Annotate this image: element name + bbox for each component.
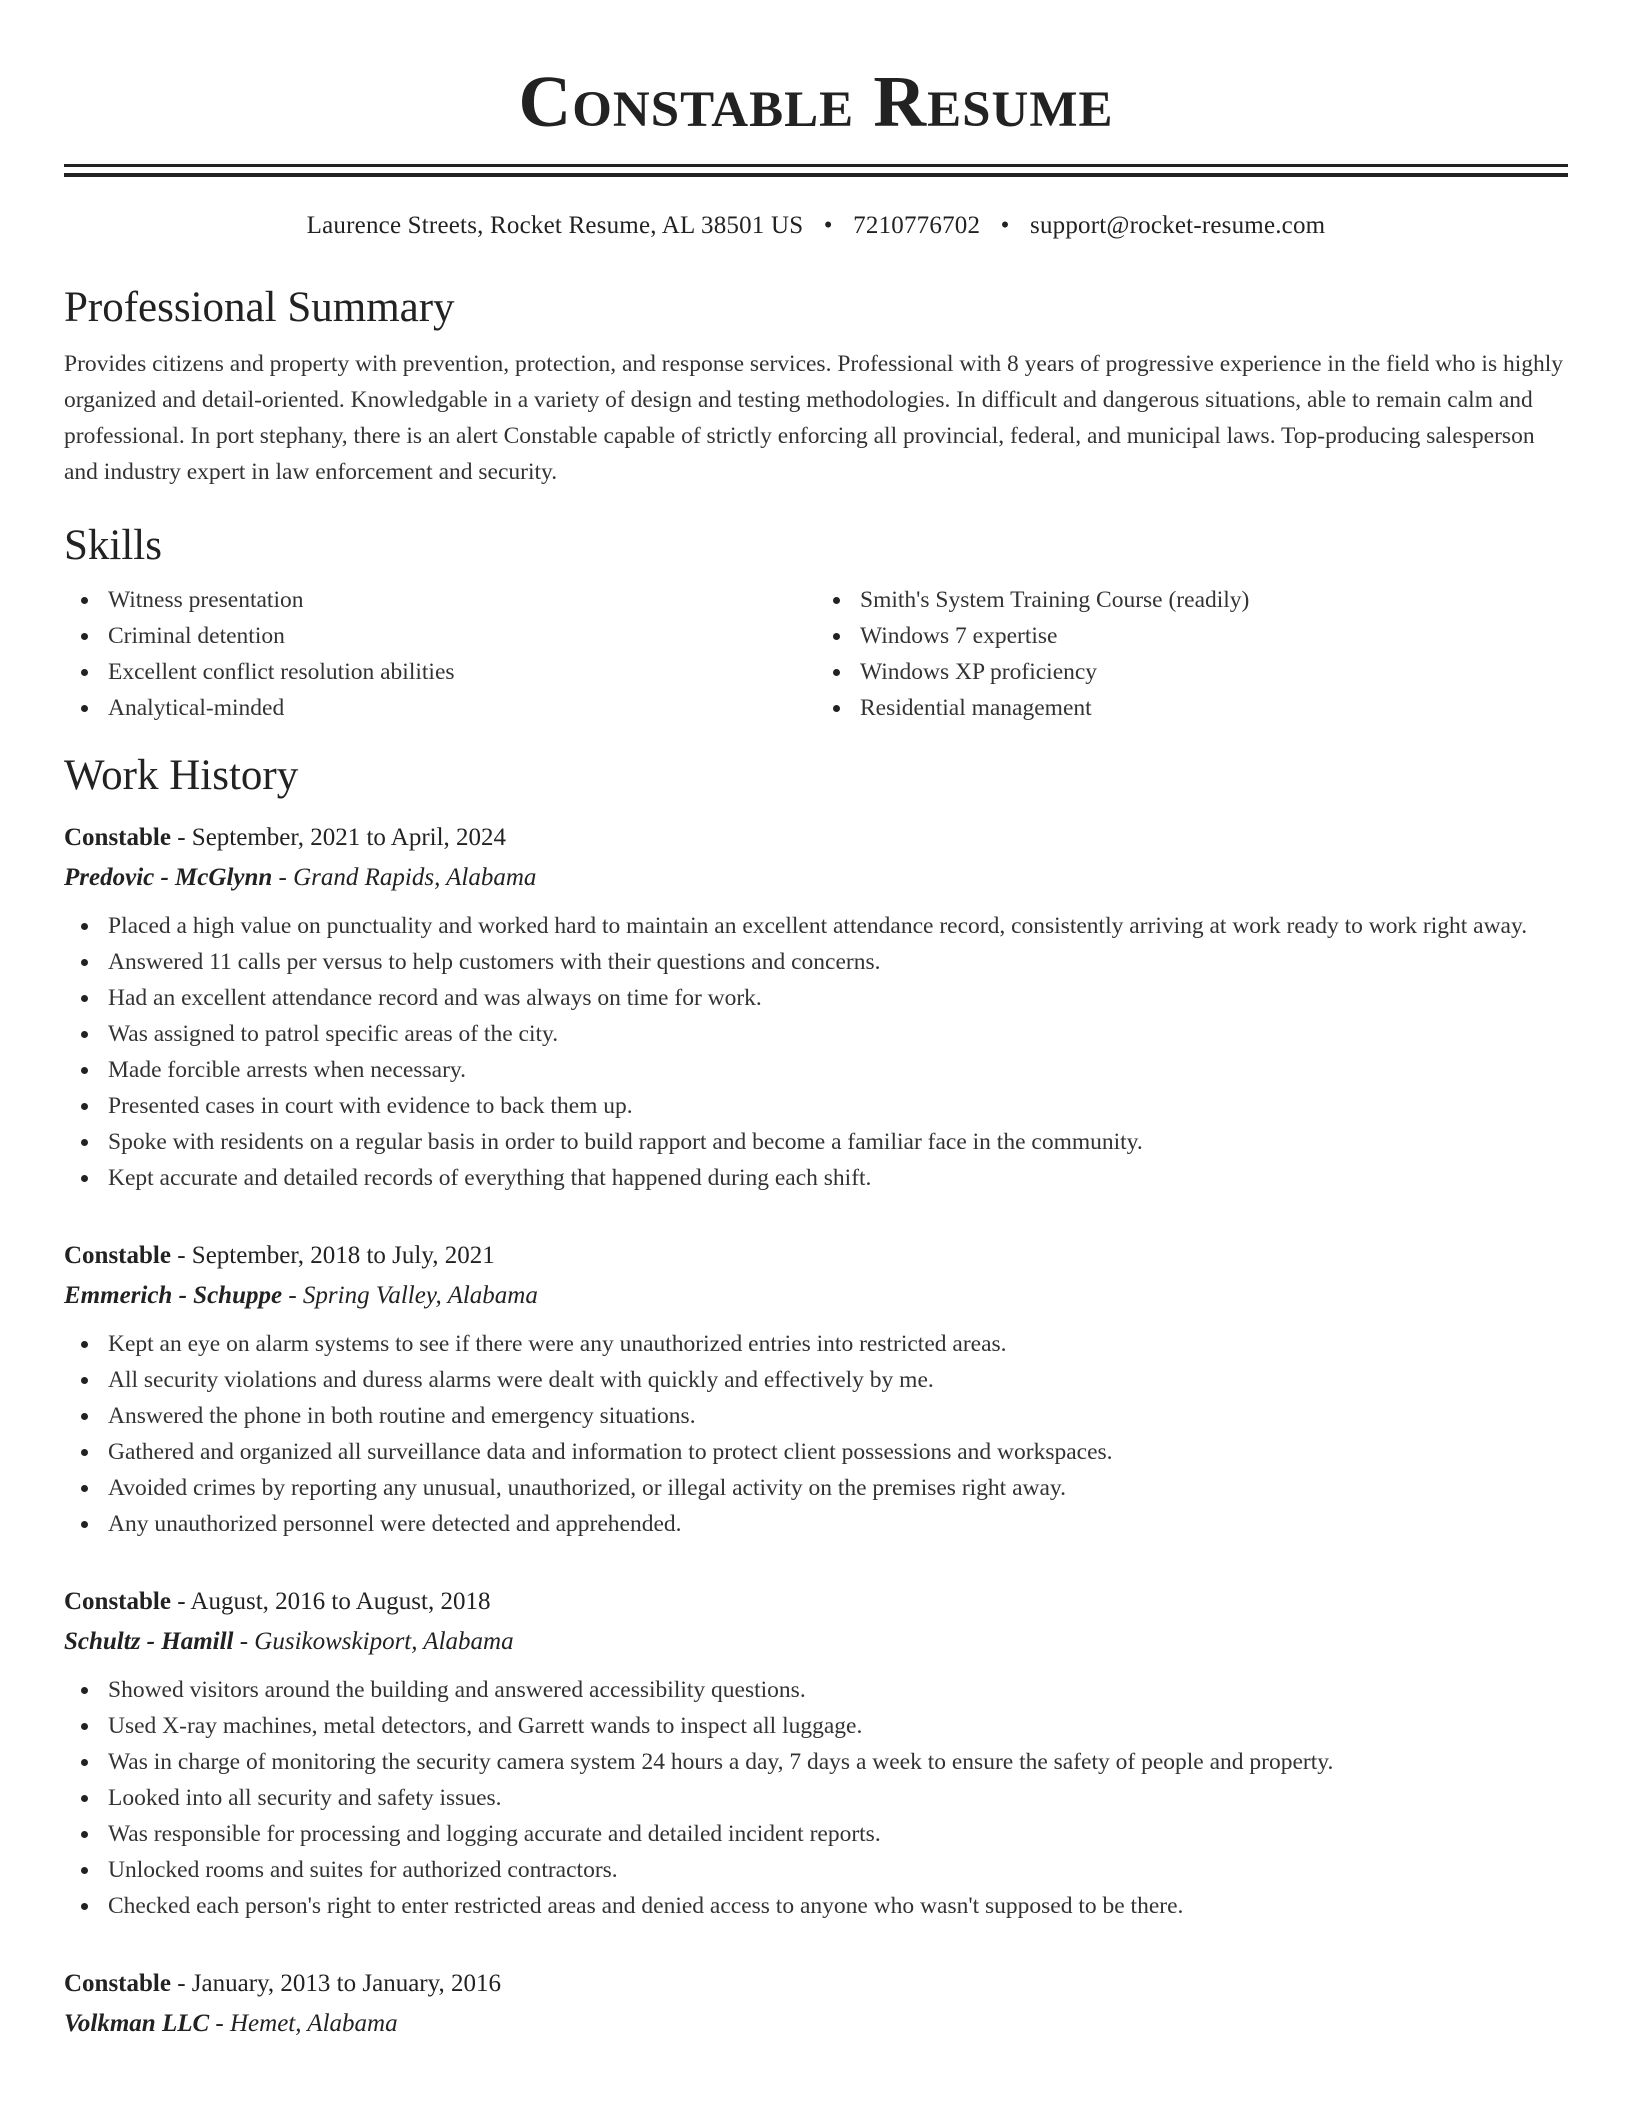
job-company: Predovic - McGlynn <box>64 864 273 891</box>
job-role: Constable <box>64 1588 171 1615</box>
job-duty: Was in charge of monitoring the security camera system 24 hours a day, 7 days a week to ensure the safety of people and property. <box>64 1744 1568 1780</box>
job-duty: Kept an eye on alarm systems to see if there were any unauthorized entries into restricted areas. <box>64 1326 1568 1362</box>
job-company-line <box>64 1276 1568 1316</box>
job-title-line <box>64 1582 1568 1622</box>
job-duty: Answered 11 calls per versus to help customers with their questions and concerns. <box>64 944 1568 980</box>
job-company-line <box>64 2004 1568 2044</box>
job-title-line <box>64 1964 1568 2004</box>
job-duty: Used X-ray machines, metal detectors, and Garrett wands to inspect all luggage. <box>64 1708 1568 1744</box>
job-duty: Any unauthorized personnel were detected and apprehended. <box>64 1506 1568 1542</box>
job-duty: Spoke with residents on a regular basis in order to build rapport and become a familiar face in the community. <box>64 1124 1568 1160</box>
job-duty: Had an excellent attendance record and was always on time for work. <box>64 980 1568 1016</box>
job-location: - Gusikowskiport, Alabama <box>233 1628 514 1655</box>
job-duty: Was responsible for processing and logging accurate and detailed incident reports. <box>64 1816 1568 1852</box>
job-entry <box>64 818 1568 1196</box>
job-location: - Hemet, Alabama <box>209 2010 398 2037</box>
contact-separator: • <box>1000 212 1010 239</box>
work-history-heading: Work History <box>64 752 299 799</box>
skill-item: Criminal detention <box>64 618 816 654</box>
job-role: Constable <box>64 1970 171 1997</box>
job-duties-list <box>64 908 1568 1196</box>
contact-phone: 7210776702 <box>853 212 981 239</box>
summary-text: Provides citizens and property with prevention, protection, and response services. Professional with 8 years of progressive experience in the field who is highly organized and detail-oriented. Knowledgable in a variety of design and testing methodologies. In difficult and dangerous situations, able to remain calm and professional. In port stephany, there is an alert Constable capable of strictly enforcing all provincial, federal, and municipal laws. Top-producing salesperson and industry expert in law enforcement and security. <box>64 351 1564 485</box>
job-duty: Gathered and organized all surveillance data and information to protect client possessions and workspaces. <box>64 1434 1568 1470</box>
job-company: Schultz - Hamill <box>64 1628 234 1655</box>
skill-item: Residential management <box>816 690 1568 726</box>
skill-item: Witness presentation <box>64 582 816 618</box>
skill-item: Windows XP proficiency <box>816 654 1568 690</box>
job-duty: Showed visitors around the building and answered accessibility questions. <box>64 1672 1568 1708</box>
job-duty: Kept accurate and detailed records of everything that happened during each shift. <box>64 1160 1568 1196</box>
skills-column-left <box>64 582 816 726</box>
job-entry <box>64 1236 1568 1542</box>
job-duty: Placed a high value on punctuality and worked hard to maintain an excellent attendance record, consistently arriving at work ready to work right away. <box>64 908 1568 944</box>
skills-column-right <box>816 582 1568 726</box>
job-dates: - September, 2018 to July, 2021 <box>170 1242 495 1269</box>
job-dates: - August, 2016 to August, 2018 <box>170 1588 491 1615</box>
job-duty: Looked into all security and safety issues. <box>64 1780 1568 1816</box>
job-location: - Spring Valley, Alabama <box>282 1282 538 1309</box>
job-duty: Unlocked rooms and suites for authorized contractors. <box>64 1852 1568 1888</box>
job-company-line <box>64 858 1568 898</box>
contact-line <box>64 210 1568 242</box>
job-company: Emmerich - Schuppe <box>64 1282 283 1309</box>
skill-item: Excellent conflict resolution abilities <box>64 654 816 690</box>
skills-list <box>64 582 1568 726</box>
job-duty: Answered the phone in both routine and emergency situations. <box>64 1398 1568 1434</box>
skills-heading: Skills <box>64 522 162 569</box>
skill-item: Analytical-minded <box>64 690 816 726</box>
job-duty: Made forcible arrests when necessary. <box>64 1052 1568 1088</box>
job-dates: - September, 2021 to April, 2024 <box>170 824 507 851</box>
job-duty: Avoided crimes by reporting any unusual, unauthorized, or illegal activity on the premises right away. <box>64 1470 1568 1506</box>
job-location: - Grand Rapids, Alabama <box>272 864 537 891</box>
job-role: Constable <box>64 1242 171 1269</box>
job-duty: Presented cases in court with evidence to back them up. <box>64 1088 1568 1124</box>
job-duty: Was assigned to patrol specific areas of the city. <box>64 1016 1568 1052</box>
contact-email: support@rocket-resume.com <box>1030 212 1326 239</box>
job-company-line <box>64 1622 1568 1662</box>
job-title-line <box>64 818 1568 858</box>
contact-separator: • <box>823 212 833 239</box>
contact-address: Laurence Streets, Rocket Resume, AL 38501 US <box>306 212 804 239</box>
skill-item: Windows 7 expertise <box>816 618 1568 654</box>
job-duty: All security violations and duress alarms were dealt with quickly and effectively by me. <box>64 1362 1568 1398</box>
job-duty: Checked each person's right to enter restricted areas and denied access to anyone who wasn't supposed to be there. <box>64 1888 1568 1924</box>
job-title-line <box>64 1236 1568 1276</box>
job-duties-list <box>64 1672 1568 1924</box>
job-role: Constable <box>64 824 171 851</box>
job-entry <box>64 1964 1568 2044</box>
summary-heading: Professional Summary <box>64 284 455 331</box>
resume-title: Constable Resume <box>518 61 1114 142</box>
job-entry <box>64 1582 1568 1924</box>
skill-item: Smith's System Training Course (readily) <box>816 582 1568 618</box>
job-dates: - January, 2013 to January, 2016 <box>170 1970 501 1997</box>
title-double-rule <box>64 164 1568 177</box>
job-company: Volkman LLC <box>64 2010 210 2037</box>
job-duties-list <box>64 1326 1568 1542</box>
